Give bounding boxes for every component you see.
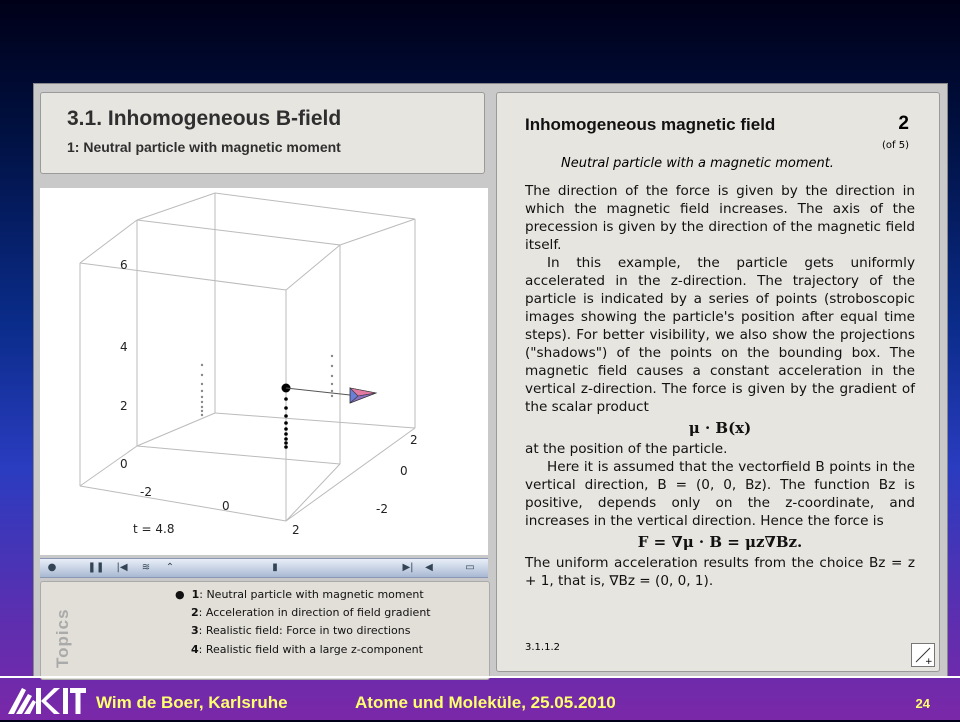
- paragraph: The direction of the force is given by the direction in which the magnetic field increases. The axis of the precession is given by the direction of the magnetic field itself.: [525, 183, 915, 253]
- topic-number: 1: [191, 588, 200, 601]
- paragraph: Here it is assumed that the vectorfield B points in the vertical direction, B = (0, 0, Bz). The function Bz is positive, depends only on the z-coordinate, and increases in the vertical direction. Hence the force is: [525, 459, 915, 529]
- z-tick: 4: [120, 340, 128, 354]
- box-back-edge: [137, 220, 340, 464]
- svg-text:+: +: [925, 657, 933, 666]
- footer-course: Atome und Moleküle, 25.05.2010: [355, 693, 616, 712]
- plot-svg: [40, 188, 488, 555]
- topic-text: : Realistic field with a large z-component: [198, 643, 423, 656]
- text-body: [525, 182, 915, 590]
- selected-bullet-icon: ●: [175, 588, 192, 601]
- kit-logo: [6, 684, 88, 716]
- section-number: 3.1.1.2: [525, 642, 560, 653]
- section-title: 3.1. Inhomogeneous B-field: [67, 107, 342, 130]
- page-subtitle: Neutral particle with a magnetic moment.: [561, 156, 834, 171]
- y-tick: -2: [376, 502, 388, 516]
- moment-cone: [350, 388, 376, 403]
- topic-item-3[interactable]: [191, 624, 410, 637]
- page-number: 2: [898, 113, 909, 134]
- reset-icon[interactable]: ▭: [465, 562, 475, 573]
- topic-item-2[interactable]: [191, 606, 431, 619]
- time-slider-thumb[interactable]: ▮: [272, 562, 278, 573]
- paragraph: at the position of the particle.: [525, 441, 728, 457]
- page-count: (of 5): [882, 140, 909, 151]
- resize-corner-icon[interactable]: [911, 643, 935, 667]
- equation: F = ∇μ · B = μz∇Bz.: [637, 533, 803, 551]
- footer-author: Wim de Boer, Karlsruhe: [96, 693, 288, 712]
- paragraph: In this example, the particle gets uniformly accelerated in the z-direction. The trajectory of the particle is indicated by a series of points (stroboscopic images showing the particle's position after equal time steps). For better visibility, we also show the projections ("shadows") of the points on the bounding box. The magnetic field causes a constant acceleration in the vertical z-direction. The force is given by the gradient of the scalar product: [525, 255, 915, 415]
- playback-controls: [40, 558, 488, 578]
- topic-number: 3: [191, 624, 199, 637]
- text-panel: [496, 92, 940, 672]
- topic-text: : Realistic field: Force in two directions: [198, 624, 411, 637]
- pause-icon[interactable]: ❚❚: [87, 562, 105, 573]
- topic-text: : Neutral particle with magnetic moment: [199, 588, 424, 601]
- topics-label: Topics: [53, 608, 72, 668]
- x-tick: 2: [292, 523, 300, 537]
- y-tick: 0: [400, 464, 408, 478]
- section-subtitle: 1: Neutral particle with magnetic moment: [67, 139, 341, 155]
- time-label: t = 4.8: [133, 522, 175, 536]
- step-forward-icon[interactable]: ▶|: [402, 562, 414, 573]
- paragraph: The uniform acceleration results from the choice Bz = z + 1, that is, ∇Bz = (0, 0, 1).: [525, 555, 915, 589]
- slower-icon[interactable]: ≋: [141, 562, 151, 573]
- topic-item-4[interactable]: [191, 643, 423, 656]
- play-icon[interactable]: ●: [47, 562, 57, 573]
- page-title: Inhomogeneous magnetic field: [525, 115, 776, 134]
- slide-number: 24: [915, 696, 930, 711]
- topic-item-1[interactable]: [175, 588, 424, 601]
- z-tick: 6: [120, 258, 128, 272]
- x-tick: 0: [222, 499, 230, 513]
- topic-number: 2: [191, 606, 199, 619]
- step-back-icon[interactable]: |◀: [116, 562, 128, 573]
- left-panel: [40, 92, 488, 670]
- topic-number: 4: [191, 643, 199, 656]
- faster-icon[interactable]: ⌃: [165, 562, 175, 573]
- topic-text: : Acceleration in direction of field gradient: [198, 606, 431, 619]
- title-box: [40, 92, 485, 174]
- equation: μ · B(x): [688, 419, 752, 437]
- x-tick: -2: [140, 485, 152, 499]
- z-tick: 0: [120, 457, 128, 471]
- topics-panel: [40, 581, 490, 680]
- y-tick: 2: [410, 433, 418, 447]
- 3d-plot[interactable]: [40, 188, 488, 555]
- reverse-icon[interactable]: ◀: [425, 562, 433, 573]
- app-window: [33, 83, 948, 677]
- z-tick: 2: [120, 399, 128, 413]
